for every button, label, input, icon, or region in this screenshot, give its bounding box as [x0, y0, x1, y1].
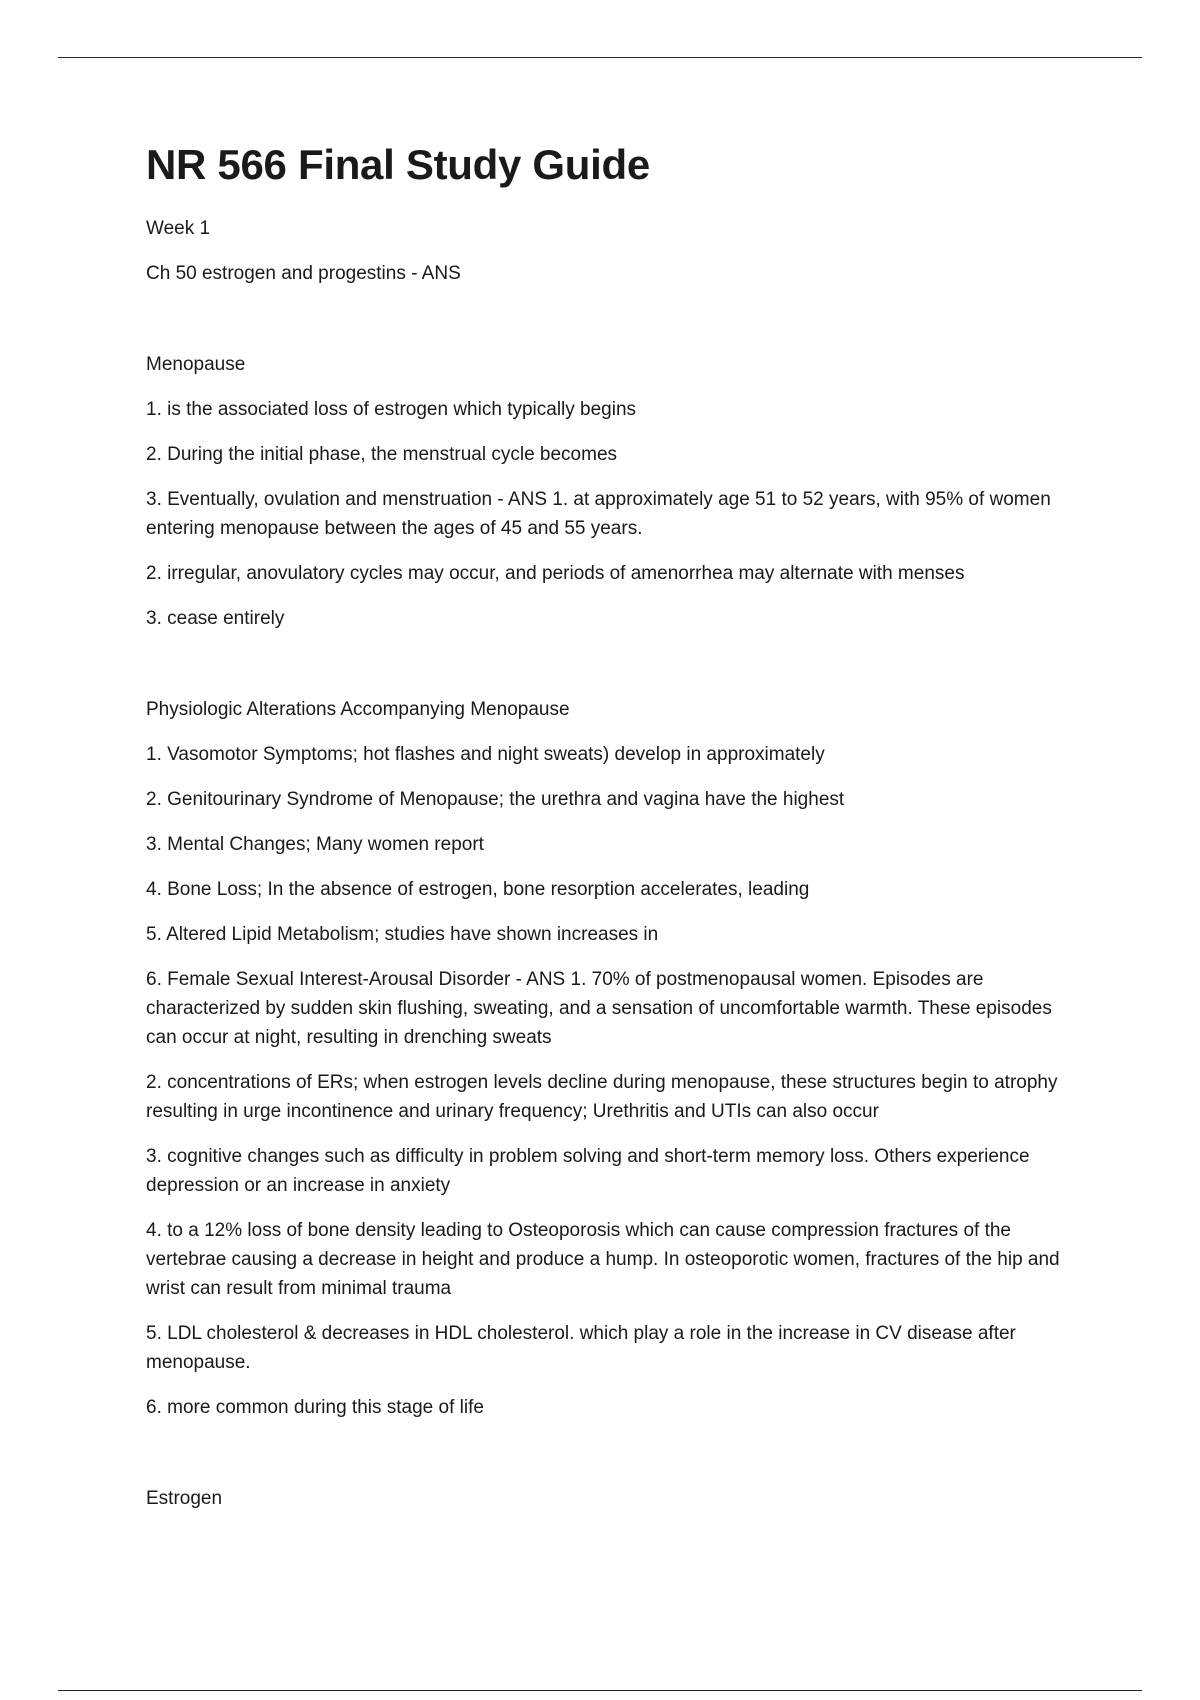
physiologic-line: 3. Mental Changes; Many women report	[146, 834, 484, 856]
menopause-line: 3. cease entirely	[146, 608, 285, 630]
week-label: Week 1	[146, 218, 211, 240]
physiologic-line: 2. concentrations of ERs; when estrogen levels decline during menopause, these structures begin to atrophy resulting in urge incontinence and urinary frequency; Urethritis and UTIs can also occur	[146, 1072, 1058, 1123]
section-heading-physiologic: Physiologic Alterations Accompanying Menopause	[146, 699, 570, 721]
spacer	[146, 1438, 1066, 1484]
spacer	[146, 649, 1066, 695]
spacer	[146, 304, 1066, 350]
physiologic-line: 4. to a 12% loss of bone density leading to Osteoporosis which can cause compression fractures of the vertebrae causing a decrease in height and produce a hump. In osteoporotic women, fractures of the hip and wrist can result from minimal trauma	[146, 1220, 1060, 1300]
physiologic-line: 6. more common during this stage of life	[146, 1397, 484, 1419]
chapter-label: Ch 50 estrogen and progestins - ANS	[146, 263, 461, 285]
bottom-rule	[58, 1690, 1142, 1691]
menopause-line: 3. Eventually, ovulation and menstruation - ANS 1. at approximately age 51 to 52 years, with 95% of women entering menopause between the ages of 45 and 55 years.	[146, 489, 1051, 540]
section-heading-estrogen: Estrogen	[146, 1488, 223, 1510]
physiologic-line: 6. Female Sexual Interest-Arousal Disorder - ANS 1. 70% of postmenopausal women. Episodes are characterized by sudden skin flushing, sweating, and a sensation of uncomfortable warmth. These episodes can occur at night, resulting in drenching sweats	[146, 969, 1052, 1049]
menopause-line: 1. is the associated loss of estrogen which typically begins	[146, 399, 637, 421]
page-title: NR 566 Final Study Guide	[146, 141, 650, 188]
menopause-line: 2. irregular, anovulatory cycles may occur, and periods of amenorrhea may alternate with menses	[146, 563, 965, 585]
physiologic-line: 3. cognitive changes such as difficulty in problem solving and short-term memory loss. Others experience depression or an increase in anxiety	[146, 1146, 1030, 1197]
physiologic-line: 5. LDL cholesterol & decreases in HDL cholesterol. which play a role in the increase in CV disease after menopause.	[146, 1323, 1016, 1374]
top-rule	[58, 57, 1142, 58]
physiologic-line: 2. Genitourinary Syndrome of Menopause; the urethra and vagina have the highest	[146, 789, 845, 811]
physiologic-line: 1. Vasomotor Symptoms; hot flashes and night sweats) develop in approximately	[146, 744, 825, 766]
physiologic-line: 5. Altered Lipid Metabolism; studies have shown increases in	[146, 924, 659, 946]
physiologic-line: 4. Bone Loss; In the absence of estrogen, bone resorption accelerates, leading	[146, 879, 810, 901]
menopause-line: 2. During the initial phase, the menstrual cycle becomes	[146, 444, 618, 466]
section-heading-menopause: Menopause	[146, 354, 246, 376]
document-body	[146, 140, 1066, 1529]
